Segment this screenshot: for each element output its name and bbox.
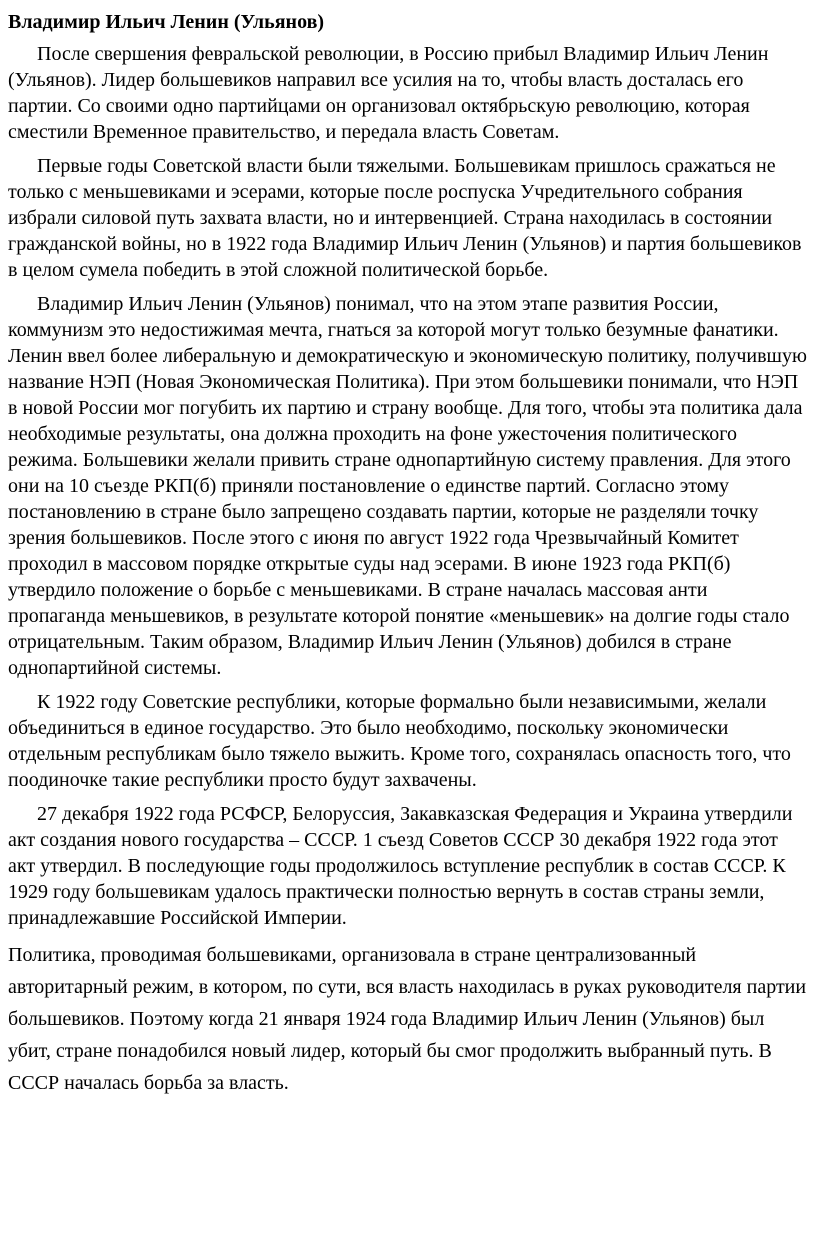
paragraph-ussr-formation: 27 декабря 1922 года РСФСР, Белоруссия, Закавказская Федерация и Украина утвердили акт создания нового государства – СССР. 1 съезд Советов СССР 30 декабря 1922 года этот акт утвердил. В последующие годы продолжилось вступление республик в состав СССР. К 1929 году большевикам удалось практически полностью вернуть в состав страны земли, принадлежавшие Российской Империи. <box>8 803 793 929</box>
paragraph-nep: Владимир Ильич Ленин (Ульянов) понимал, что на этом этапе развития России, коммунизм это недостижимая мечта, гнаться за которой могут только безумные фанатики. Ленин ввел более либеральную и демократическую и экономическую политику, получившую название НЭП (Новая Экономическая Политика). При этом большевики понимали, что НЭП в новой России мог погубить их партию и страну вообще. Для того, чтобы эта политика дала необходимые результаты, она должна проходить на фоне ужесточения политического режима. Большевики желали привить стране однопартийную систему правления. Для этого они на 10 съезде РКП(б) приняли постановление о единстве партий. Согласно этому постановлению в стране было запрещено создавать партии, которые не разделяли точку зрения большевиков. После этого с июня по август 1922 года Чрезвычайный Комитет проходил в массовом порядке открытые суды над эсерами. В июне 1923 года РКП(б) утвердило положение о борьбе с меньшевиками. В стране началась массовая анти пропаганда меньшевиков, в результате которой понятие «меньшевик» на долгие годы стало отрицательным. Таким образом, Владимир Ильич Ленин (Ульянов) добился в стране однопартийной системы. <box>8 293 807 679</box>
paragraph-february-revolution: После свершения февральской революции, в Россию прибыл Владимир Ильич Ленин (Ульянов). Лидер большевиков направил все усилия на то, чтобы власть досталась его партии. Со своими одно партийцами он организовал октябрьскую революцию, которая сместили Временное правительство, и передала власть Советам. <box>8 43 769 143</box>
document-title: Владимир Ильич Ленин (Ульянов) <box>8 11 325 33</box>
paragraph-power-struggle: Политика, проводимая большевиками, организовала в стране централизованный авторитарный режим, в котором, по сути, вся власть находилась в руках руководителя партии большевиков. Поэтому когда 21 января 1924 года Владимир Ильич Ленин (Ульянов) был убит, стране понадобился новый лидер, который бы смог продолжить выбранный путь. В СССР началась борьба за власть. <box>8 944 807 1094</box>
paragraph-republics: К 1922 году Советские республики, которые формально были независимыми, желали объединиться в единое государство. Это было необходимо, поскольку экономически отдельным республикам было тяжело выжить. Кроме того, сохранялась опасность того, что поодиночке такие республики просто будут захвачены. <box>8 691 791 791</box>
paragraph-first-years: Первые годы Советской власти были тяжелыми. Большевикам пришлось сражаться не только с меньшевиками и эсерами, которые после роспуска Учредительного собрания избрали силовой путь захвата власти, но и интервенцией. Страна находилась в состоянии гражданской войны, но в 1922 года Владимир Ильич Ленин (Ульянов) и партия большевиков в целом сумела победить в этой сложной политической борьбе. <box>8 155 802 281</box>
